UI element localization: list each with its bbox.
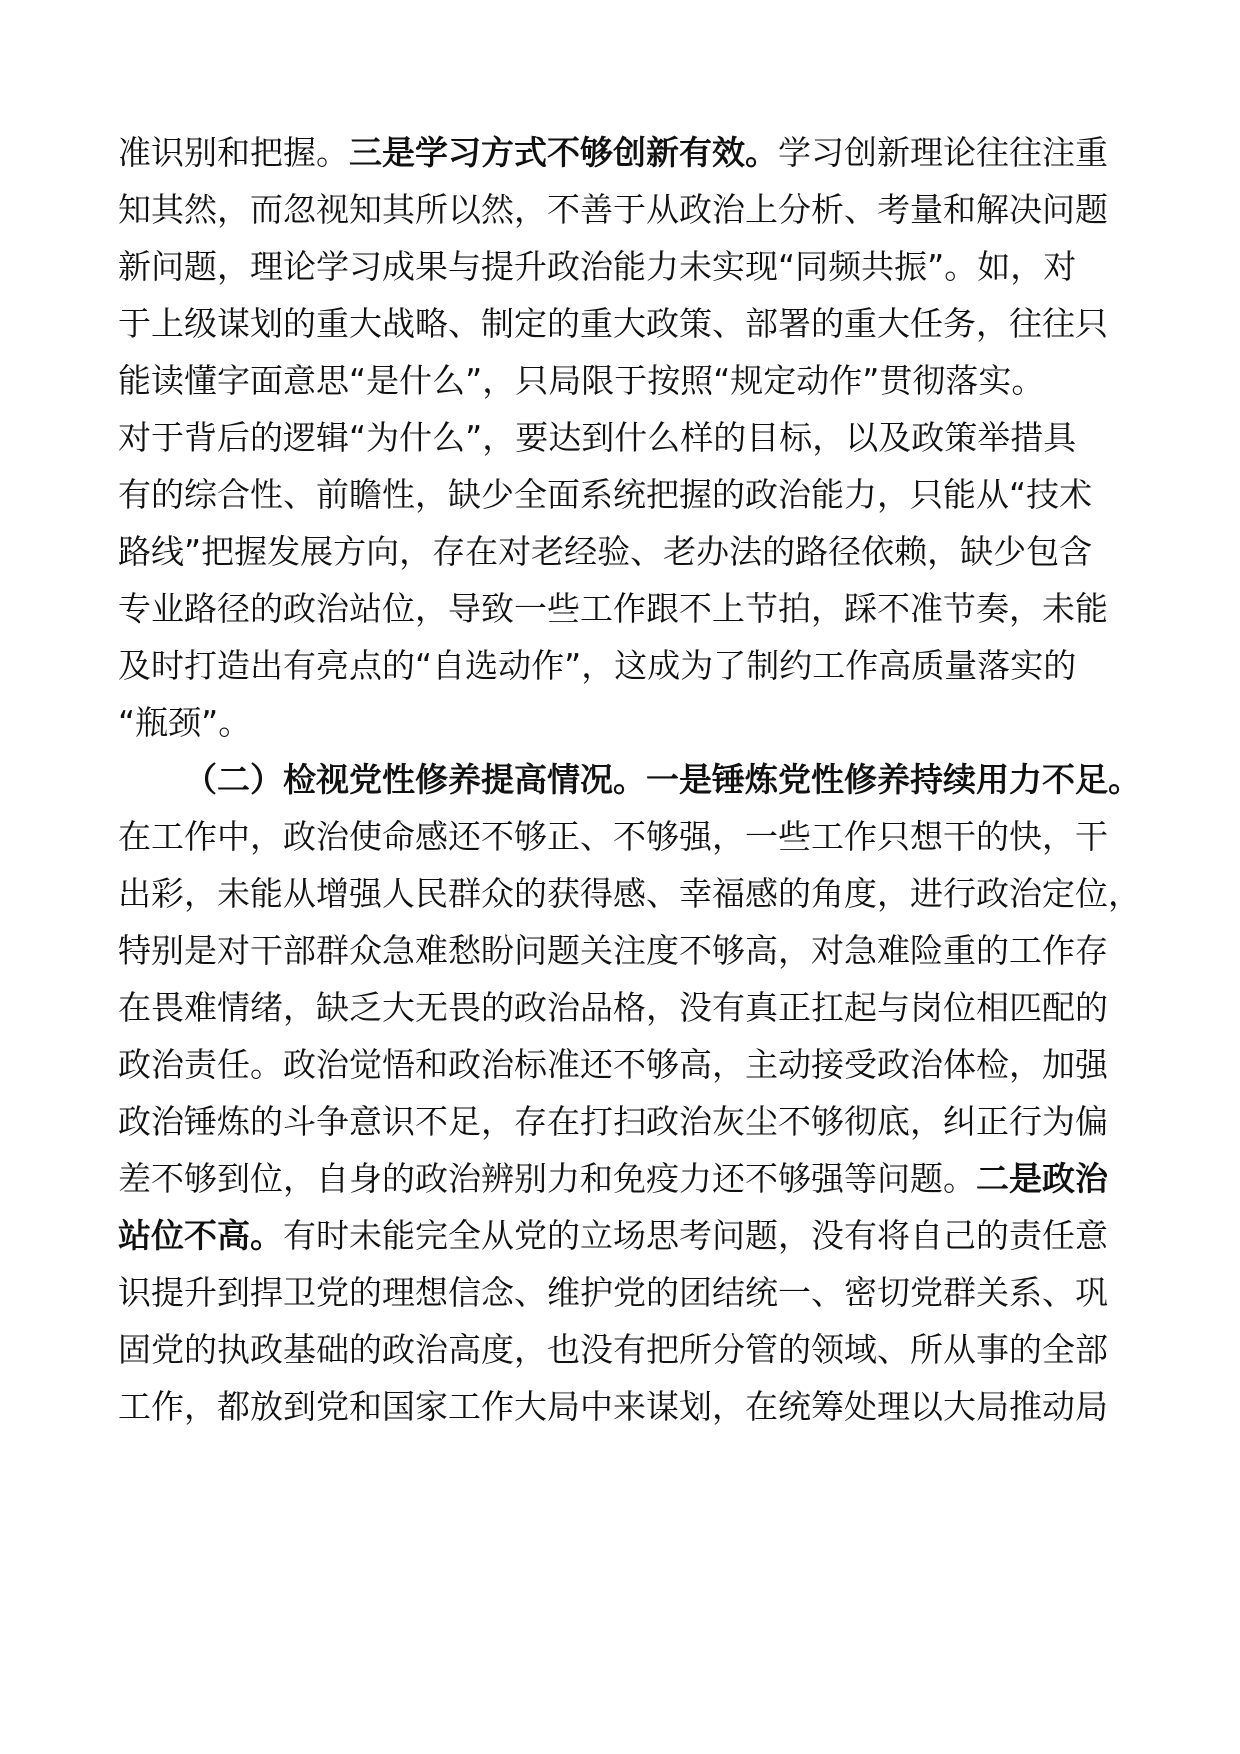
text-segment: 准识别和把握。 [118,133,349,172]
text-line [118,122,1138,184]
text-line: “瓶颈”。 [118,703,252,742]
bold-heading: 站位不高。 [118,1216,283,1255]
text-segment: 有时未能完全从党的立场思考问题，没有将自己的责任意 [283,1216,1108,1255]
text-line: 对于背后的逻辑“为什么”，要达到什么样的目标，以及政策举措具 [118,418,1077,457]
bold-heading: 二是政治 [976,1159,1108,1198]
text-line: 在畏难情绪，缺乏大无畏的政治品格，没有真正扛起与岗位相匹配的 [118,988,1108,1027]
text-line: 路线”把握发展方向，存在对老经验、老办法的路径依赖，缺少包含 [118,532,1093,571]
text-line: 新问题，理论学习成果与提升政治能力未实现“同频共振”。如，对 [118,247,1077,286]
text-line: 出彩，未能从增强人民群众的获得感、幸福感的角度，进行政治定位， [118,874,1141,913]
text-line: 有的综合性、前瞻性，缺少全面系统把握的政治能力，只能从“技术 [118,475,1093,514]
text-line: 工作，都放到党和国家工作大局中来谋划，在统筹处理以大局推动局 [118,1387,1108,1426]
text-line: 能读懂字面意思“是什么”，只局限于按照“规定动作”贯彻落实。 [118,361,1045,400]
text-segment: 学习创新理论往往注重 [778,133,1108,172]
bold-heading: 三是学习方式不够创新有效。 [349,133,778,172]
text-line: 特别是对干部群众急难愁盼问题关注度不够高，对急难险重的工作存 [118,931,1108,970]
text-line: 于上级谋划的重大战略、制定的重大政策、部署的重大任务，往往只 [118,304,1108,343]
text-line: 政治锤炼的斗争意识不足，存在打扫政治灰尘不够彻底，纠正行为偏 [118,1102,1108,1141]
text-line: 在工作中，政治使命感还不够正、不够强，一些工作只想干的快，干 [118,817,1108,856]
text-segment: 差不够到位，自身的政治辨别力和免疫力还不够强等问题。 [118,1159,976,1198]
section-heading: （二）检视党性修养提高情况。一是锤炼党性修养持续用力不足。 [184,760,1141,799]
text-line: 识提升到捍卫党的理想信念、维护党的团结统一、密切党群关系、巩 [118,1273,1108,1312]
text-line: 专业路径的政治站位，导致一些工作跟不上节拍，踩不准节奏，未能 [118,589,1108,628]
text-line: 固党的执政基础的政治高度，也没有把所分管的领域、所从事的全部 [118,1330,1108,1369]
text-line [118,1205,1138,1267]
text-line: 及时打造出有亮点的“自选动作”，这成为了制约工作高质量落实的 [118,646,1077,685]
text-line: 知其然，而忽视知其所以然，不善于从政治上分析、考量和解决问题 [118,190,1108,229]
text-line [118,1148,1138,1210]
text-line: 政治责任。政治觉悟和政治标准还不够高，主动接受政治体检，加强 [118,1045,1108,1084]
